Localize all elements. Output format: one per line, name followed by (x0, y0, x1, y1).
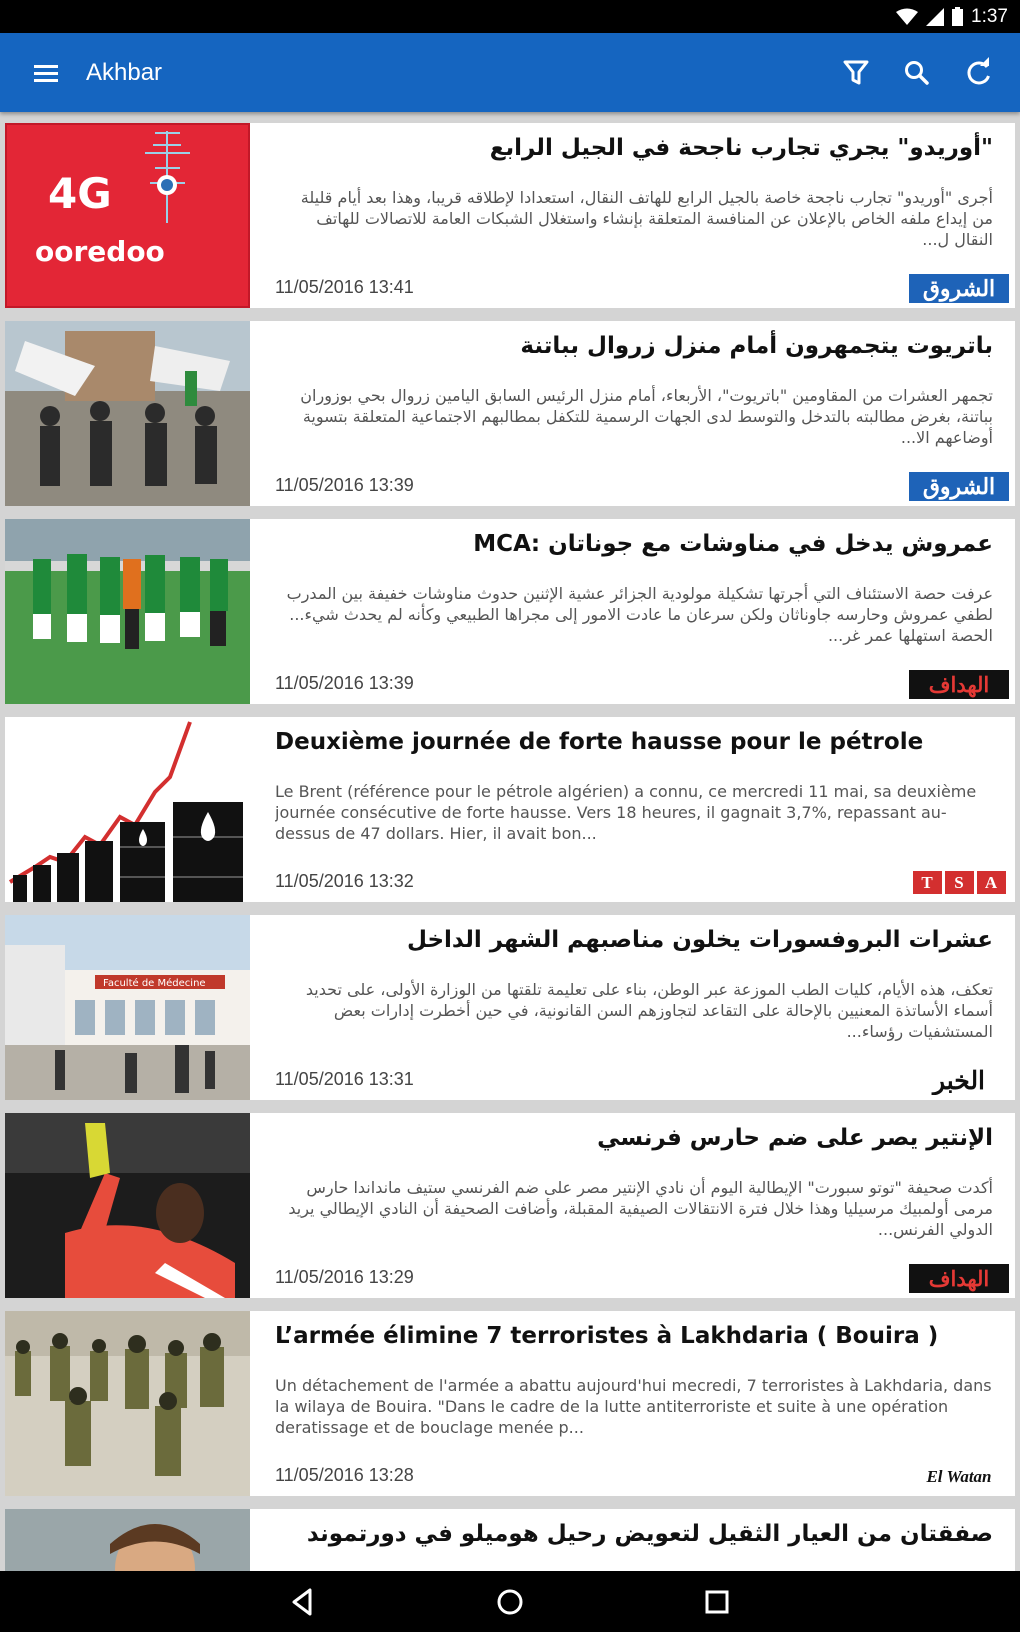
signal-icon (926, 8, 944, 26)
source-logo-echorouk: الشروق (909, 274, 1009, 303)
source-logo-echorouk: الشروق (909, 472, 1009, 501)
back-icon[interactable] (282, 1581, 324, 1623)
article-summary: أكدت صحيفة "توتو سبورت" الإيطالية اليوم أن نادي الإنتير مصر على ضم الفرنسي ستيف مانداندا حارس مرمى أولمبيك مرسيليا وهذا خلال فترة الانتقالات الصيفية المقبلة، وأضافت الصحيفة أن النادي الإيطالي يريد الدولي الفرنس... (288, 1178, 993, 1239)
wifi-icon (896, 8, 918, 26)
article-headline[interactable]: صفقتان من العيار الثقيل لتعويض رحيل هوميلو في دورتموند (306, 1521, 993, 1547)
menu-icon[interactable] (28, 57, 64, 89)
article-headline[interactable]: الإنتير يصر على ضم حارس فرنسي (597, 1125, 993, 1151)
article-card[interactable] (5, 123, 1015, 308)
news-feed[interactable] (0, 112, 1020, 1571)
article-timestamp: 11/05/2016 13:29 (275, 1267, 414, 1287)
article-thumbnail (5, 1311, 250, 1496)
article-thumbnail (5, 915, 250, 1100)
article-headline[interactable]: عشرات البروفسورات يخلون مناصبهم الشهر الداخل (406, 927, 993, 953)
article-thumbnail (5, 123, 250, 308)
article-card[interactable] (5, 1509, 1015, 1571)
filter-icon[interactable] (836, 53, 876, 93)
article-thumbnail (5, 717, 250, 902)
tsa-letter: S (945, 871, 974, 894)
article-card[interactable] (5, 519, 1015, 704)
article-thumbnail (5, 1113, 250, 1298)
search-icon[interactable] (897, 53, 937, 93)
refresh-icon[interactable] (959, 53, 999, 93)
source-logo-tsa (909, 868, 1009, 897)
article-summary: تعكف، هذه الأيام، كليات الطب الموزعة عبر الوطن، بناء على تعليمة تلقتها من الوزارة الأولى، على تحديد أسماء الأساتذة المعنيين بالإحالة على التقاعد لتجاوزهم السن القانونية، في حين أخطرت إدارات بعض المستشفيات رؤساء... (305, 980, 993, 1041)
source-logo-khabar: الخبر (909, 1066, 1009, 1095)
source-logo-hadaf: الهداف (909, 1264, 1009, 1293)
article-thumbnail (5, 1509, 250, 1571)
building-sign-text: Faculté de Médecine (103, 978, 206, 989)
article-summary: عرفت حصة الاستئناف التي أجرتها تشكيلة مولودية الجزائر عشية الإثنين حدوث مناوشات خفيفة بين المدرب لطفي عمروش وحارسه جاوناثان ولكن سرعان ما عادت الامور إلى مجراها الطبيعي وكأنه لم يحدث شيء... الحصة استهلها عمر غر... (286, 584, 993, 645)
app-title: Akhbar (86, 59, 163, 86)
recents-icon[interactable] (696, 1581, 738, 1623)
article-headline[interactable]: باتريوت يتجمهرون أمام منزل زروال بباتنة (520, 333, 993, 359)
article-headline[interactable]: "أوريدو" يجري تجارب ناجحة في الجيل الرابع (489, 135, 993, 161)
status-time: 1:37 (971, 5, 1008, 27)
article-timestamp: 11/05/2016 13:32 (275, 871, 414, 891)
article-timestamp: 11/05/2016 13:28 (275, 1465, 414, 1485)
article-timestamp: 11/05/2016 13:39 (275, 673, 414, 693)
article-headline[interactable]: عمروش يدخل في مناوشات مع جوناتان :MCA (473, 531, 993, 557)
article-timestamp: 11/05/2016 13:39 (275, 475, 414, 495)
article-summary: Un détachement de l'armée a abattu aujourd'hui mecredi, 7 terroristes à Lakhdaria, dans la wilaya de Bouira. "Dans le cadre de la lutte antiterroriste et suite à une opération deratissage et de bouclage menée p... (275, 1376, 992, 1437)
source-logo-elwatan: El Watan (909, 1462, 1009, 1491)
home-icon[interactable] (489, 1581, 531, 1623)
navigation-bar (0, 1571, 1020, 1632)
tsa-letter: A (977, 871, 1006, 894)
app-bar (0, 33, 1020, 112)
article-headline[interactable]: Deuxième journée de forte hausse pour le pétrole (275, 729, 924, 755)
article-card[interactable] (5, 915, 1015, 1100)
article-card[interactable] (5, 717, 1015, 902)
article-card[interactable] (5, 1311, 1015, 1496)
article-timestamp: 11/05/2016 13:31 (275, 1069, 414, 1089)
source-logo-hadaf: الهداف (909, 670, 1009, 699)
article-summary: أجرى "أوريدو" تجارب ناجحة خاصة بالجيل الرابع للهاتف النقال، استعدادا لإطلاقه قريبا، وهذا بعد أيام قليلة من إيداع ملفه الخاص بالإعلان عن المنافسة المتعلقة بإنشاء واستغلال الشبكات العامة للاتصالات للهاتف النقال ل... (300, 188, 993, 249)
status-bar (0, 0, 1020, 33)
tsa-letter: T (913, 871, 942, 894)
article-headline[interactable]: L’armée élimine 7 terroristes à Lakhdaria ( Bouira ) (275, 1323, 939, 1349)
article-timestamp: 11/05/2016 13:41 (275, 277, 414, 297)
article-card[interactable] (5, 321, 1015, 506)
article-summary: Le Brent (référence pour le pétrole algérien) a connu, ce mercredi 11 mai, sa deuxième journée consécutive de forte hausse. Vers 18 heures, il gagnait 3,7%, repassant au-dessus de 47 dollars. Hier, il avait bon... (275, 782, 977, 843)
article-card[interactable] (5, 1113, 1015, 1298)
article-thumbnail (5, 519, 250, 704)
battery-icon (952, 7, 963, 26)
article-thumbnail (5, 321, 250, 506)
thumbnail-brand-text: ooredoo (35, 235, 165, 268)
article-summary: تجمهر العشرات من المقاومين "باتريوت"، الأربعاء، أمام منزل الرئيس السابق اليامين زروال بحي بوزوران بباتنة، بغرض مطالبته بالتدخل والتوسط لدى الجهات الرسمية للتكفل بمطالبهم الاجتماعية المتعلقة بتسوية أوضاعهم الا... (300, 386, 993, 447)
thumbnail-4g-text: 4G (48, 169, 112, 218)
